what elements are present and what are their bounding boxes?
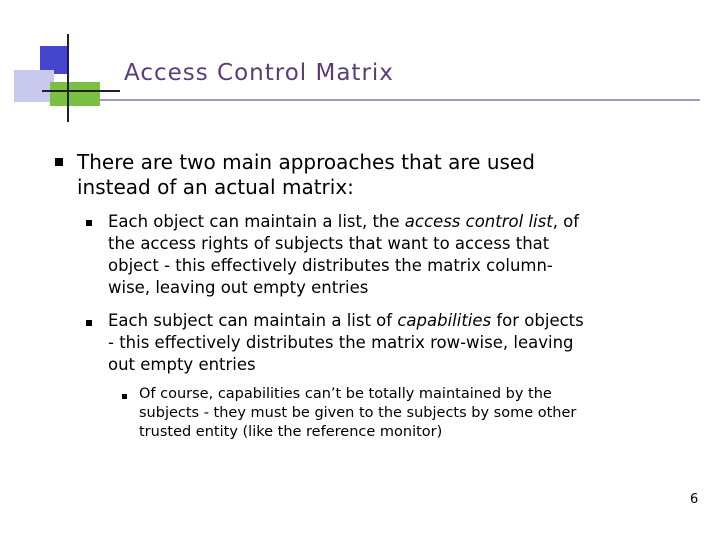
- green-square: [50, 82, 100, 106]
- slide-title: Access Control Matrix: [124, 60, 394, 86]
- sub-bullet-cap-line-2: - this effectively distributes the matrix row-wise, leaving: [108, 333, 574, 352]
- bullet-marker: [55, 158, 63, 166]
- sub-sub-bullet-marker: [122, 394, 127, 399]
- blue-square: [40, 46, 68, 74]
- sub-sub-bullet-line-2: subjects - they must be given to the subjects by some other: [139, 405, 577, 421]
- bullet-text-line-2: instead of an actual matrix:: [77, 175, 354, 199]
- sub-bullet-cap-line-3: out empty entries: [108, 355, 256, 374]
- light-purple-square: [14, 70, 54, 102]
- sub-bullet-acl-line-2: the access rights of subjects that want to access that: [108, 234, 550, 253]
- sub-bullet-acl-line-1: [108, 212, 579, 233]
- decorative-squares-logo: [0, 0, 120, 125]
- acl-text: Each object can maintain a list, the: [108, 212, 405, 231]
- bullet-text-line-1: There are two main approaches that are used: [77, 150, 535, 174]
- acl-term: access control list: [404, 212, 553, 231]
- sub-bullet-marker: [86, 320, 92, 326]
- sub-sub-bullet-line-1: Of course, capabilities can’t be totally maintained by the: [139, 386, 552, 402]
- sub-bullet-acl-line-3: object - this effectively distributes the matrix column-: [108, 256, 553, 275]
- page-number: 6: [690, 492, 699, 507]
- sub-sub-bullet-line-3: trusted entity (like the reference monitor): [139, 424, 443, 440]
- cap-text: Each subject can maintain a list of: [108, 311, 398, 330]
- sub-bullet-marker: [86, 220, 92, 226]
- sub-bullet-cap-line-1: [108, 311, 584, 332]
- title-underline: [100, 99, 700, 101]
- sub-bullet-acl-line-4: wise, leaving out empty entries: [108, 278, 369, 297]
- acl-text-end: , of: [552, 212, 580, 231]
- cap-text-end: for objects: [491, 311, 584, 330]
- cap-term: capabilities: [397, 311, 492, 330]
